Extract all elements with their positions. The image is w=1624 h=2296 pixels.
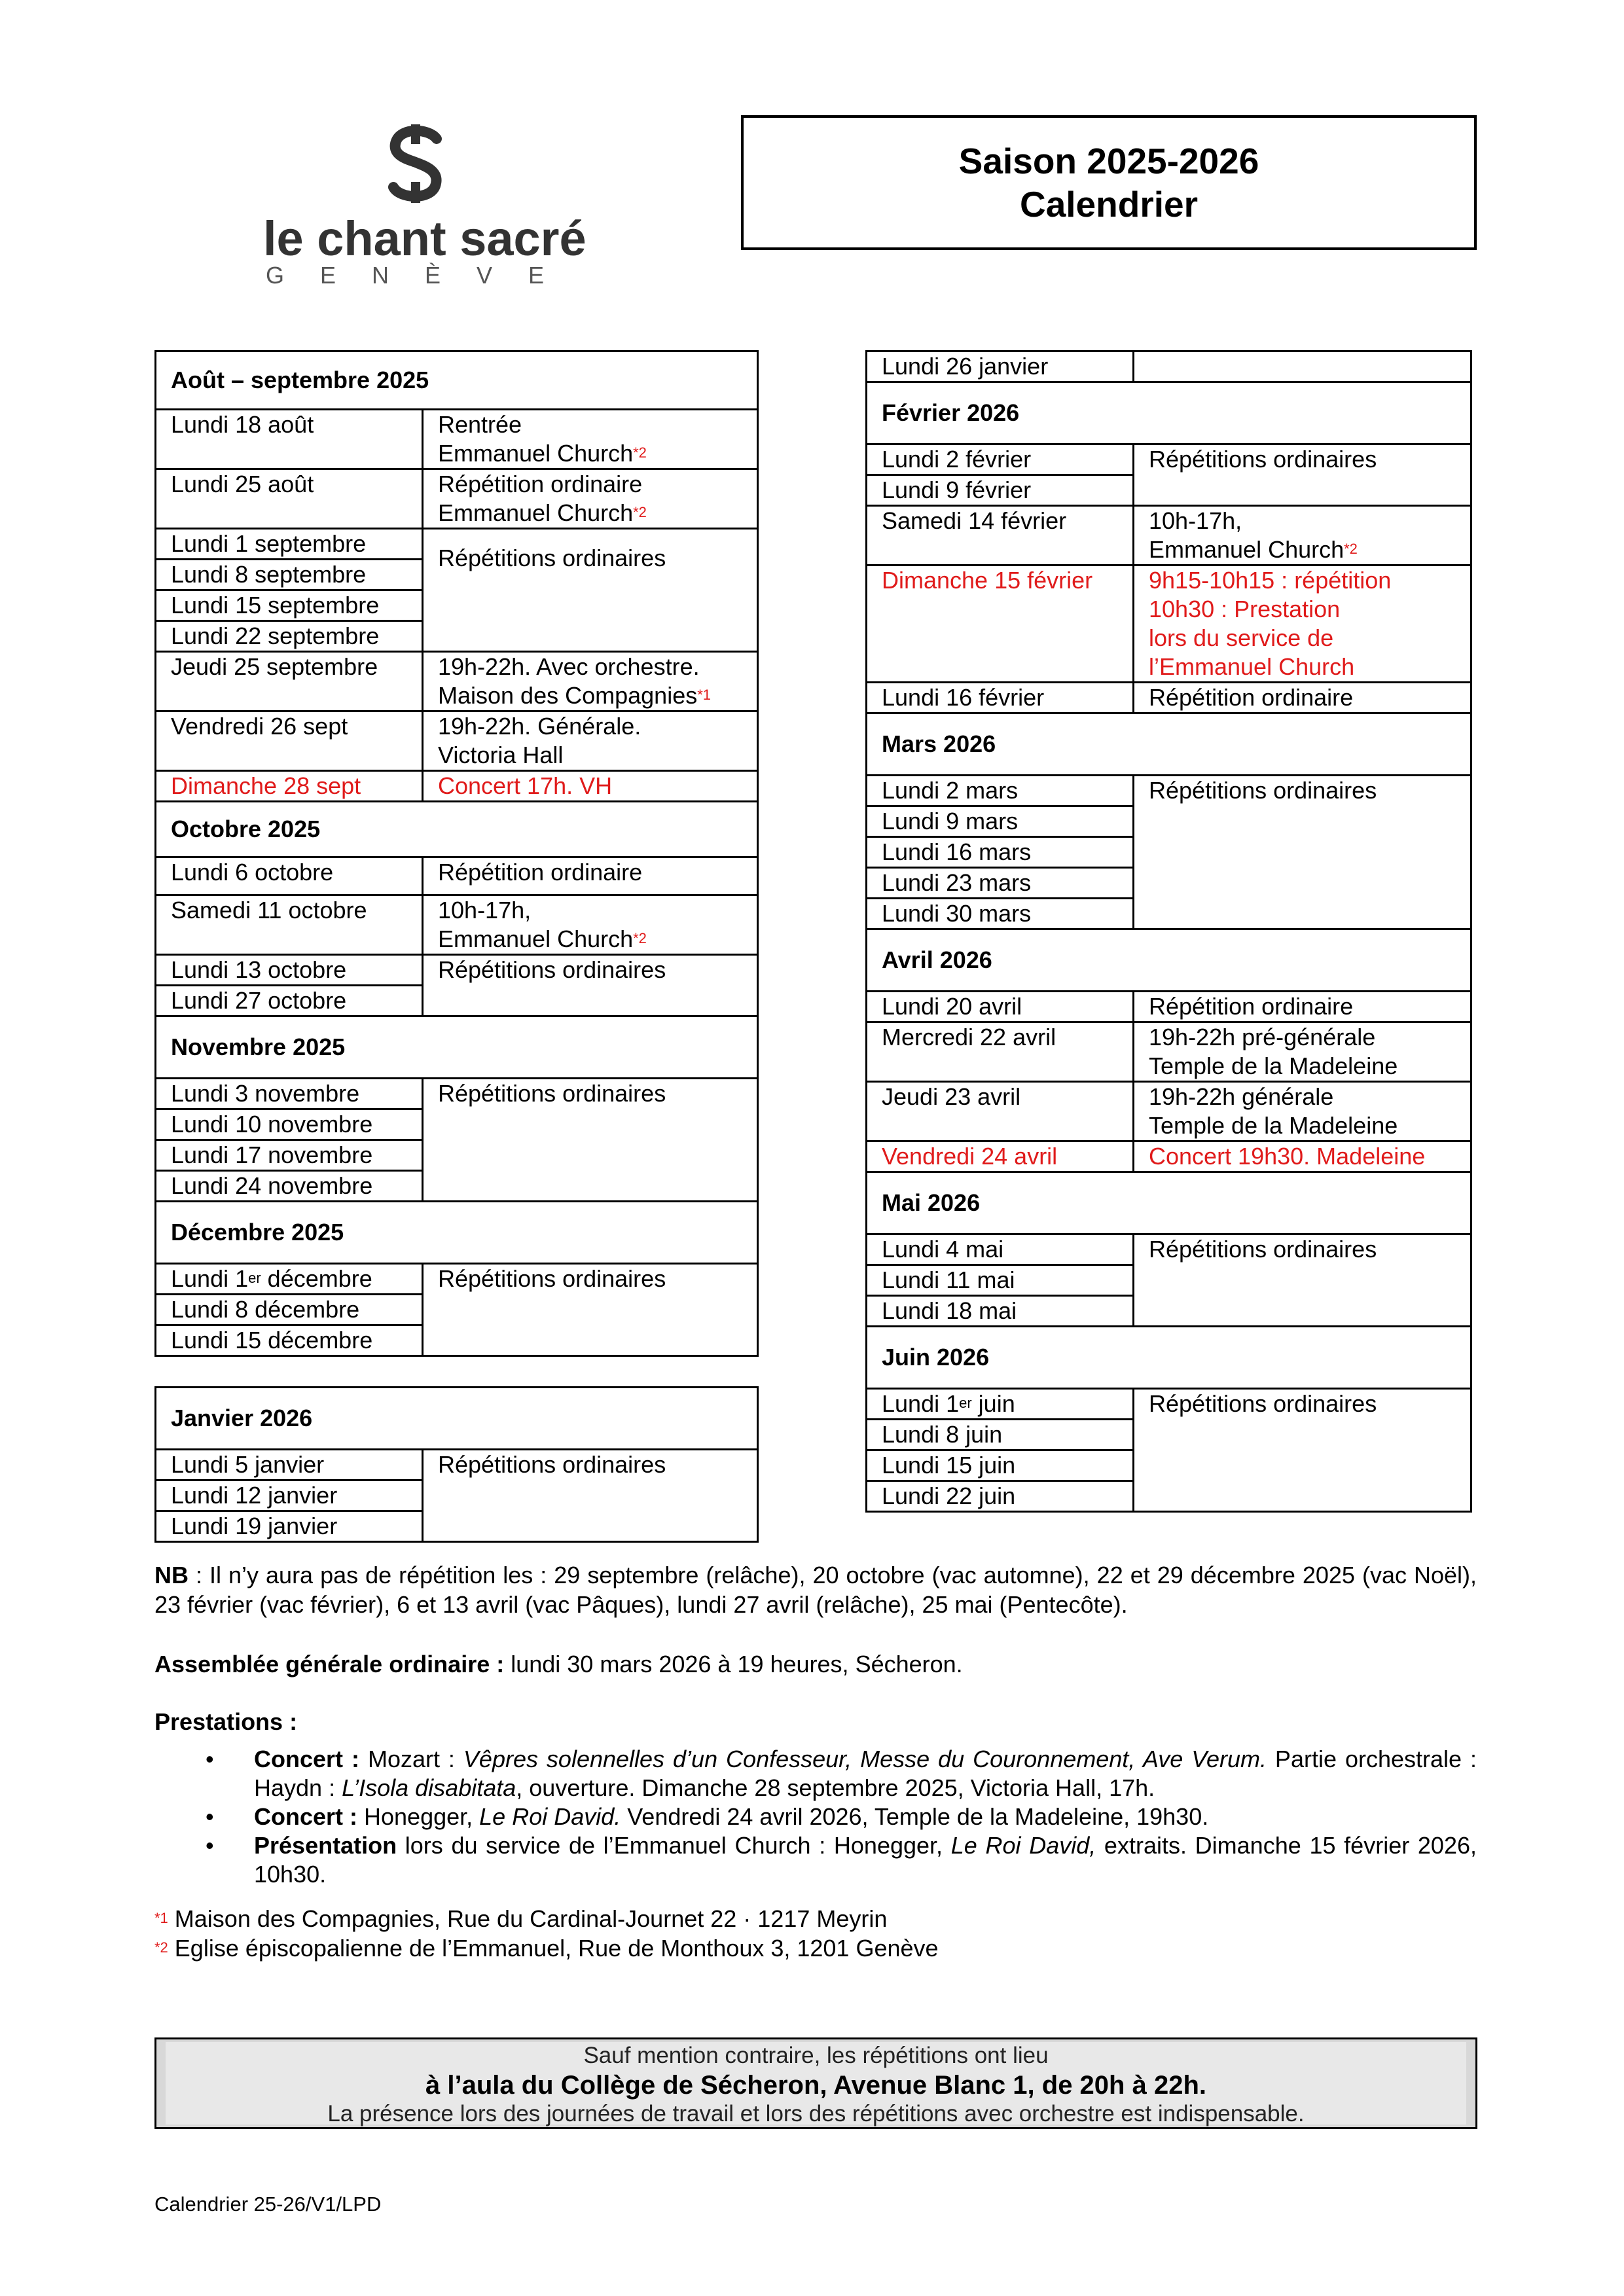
date-cell: Lundi 1 septembre bbox=[156, 529, 423, 560]
month-row bbox=[156, 1388, 758, 1450]
list-item: • Présentation lors du service de l’Emmanuel Church : Honegger, Le Roi David, extraits. Dimanche 15 février 2026, 10h30. bbox=[206, 1832, 1477, 1888]
activity-cell: Rentrée Emmanuel Church$^{*2}$ bbox=[423, 410, 758, 469]
table-row bbox=[867, 1022, 1471, 1082]
logo-s-icon bbox=[383, 124, 448, 203]
month-header: Mars 2026 bbox=[867, 713, 1471, 776]
date-cell: Samedi 14 février bbox=[867, 506, 1134, 565]
activity-cell: Répétition ordinaire bbox=[1134, 683, 1471, 713]
date-cell: Dimanche 28 sept bbox=[156, 771, 423, 802]
month-row bbox=[867, 713, 1471, 776]
table-row bbox=[867, 444, 1471, 475]
activity-cell bbox=[1134, 351, 1471, 382]
date-cell: Lundi 6 octobre bbox=[156, 857, 423, 895]
month-header: Novembre 2025 bbox=[156, 1016, 758, 1079]
date-cell: Lundi 25 août bbox=[156, 469, 423, 529]
prestations-heading: Prestations : bbox=[154, 1708, 298, 1735]
table-row bbox=[156, 711, 758, 771]
date-cell: Lundi 12 janvier bbox=[156, 1480, 423, 1511]
table-row bbox=[156, 1079, 758, 1109]
date-cell: Vendredi 24 avril bbox=[867, 1141, 1134, 1172]
date-cell: Lundi 30 mars bbox=[867, 899, 1134, 929]
date-cell: Lundi 9 mars bbox=[867, 806, 1134, 837]
month-header: Décembre 2025 bbox=[156, 1202, 758, 1264]
table-row bbox=[867, 351, 1471, 382]
month-row bbox=[156, 351, 758, 410]
activity-cell: Répétitions ordinaires bbox=[1134, 776, 1471, 929]
list-item: • Concert : Honegger, Le Roi David. Vendredi 24 avril 2026, Temple de la Madeleine, 19h30. bbox=[206, 1803, 1209, 1830]
activity-cell: 19h-22h. Avec orchestre. Maison des Compagnies$^{*1}$ bbox=[423, 652, 758, 711]
date-cell: Lundi 8 juin bbox=[867, 1420, 1134, 1450]
date-cell: Samedi 11 octobre bbox=[156, 895, 423, 955]
date-cell: Lundi 10 novembre bbox=[156, 1109, 423, 1140]
month-row bbox=[156, 802, 758, 857]
prestations-list bbox=[154, 1745, 1477, 1889]
logo-city: GENÈVE bbox=[266, 262, 581, 289]
activity-cell: Concert 17h. VH bbox=[423, 771, 758, 802]
bullet-icon: • bbox=[206, 1803, 214, 1830]
date-cell: Lundi 16 février bbox=[867, 683, 1134, 713]
table-row bbox=[867, 1234, 1471, 1265]
table-row bbox=[156, 652, 758, 711]
date-cell: Lundi 18 août bbox=[156, 410, 423, 469]
activity-cell: 9h15-10h15 : répétition 10h30 : Prestation lors du service de l’Emmanuel Church bbox=[1134, 565, 1471, 683]
activity-cell: Répétition ordinaire Emmanuel Church$^{*2}$ bbox=[423, 469, 758, 529]
date-cell: Lundi 17 novembre bbox=[156, 1140, 423, 1171]
date-cell: Lundi 8 septembre bbox=[156, 560, 423, 590]
month-row bbox=[867, 1327, 1471, 1389]
date-cell: Lundi 15 septembre bbox=[156, 590, 423, 621]
footnote-2: $^{*2}$ Eglise épiscopalienne de l’Emmanuel, Rue de Monthoux 3, 1201 Genève bbox=[154, 1935, 939, 1962]
table-row bbox=[867, 776, 1471, 806]
activity-cell: Répétitions ordinaires bbox=[423, 529, 758, 652]
date-cell: Lundi 27 octobre bbox=[156, 986, 423, 1016]
month-row bbox=[867, 929, 1471, 992]
date-cell: Lundi 2 mars bbox=[867, 776, 1134, 806]
month-row bbox=[156, 1202, 758, 1264]
activity-cell: Répétitions ordinaires bbox=[1134, 444, 1471, 506]
date-cell: Lundi 5 janvier bbox=[156, 1450, 423, 1480]
date-cell: Lundi 1er décembre bbox=[156, 1264, 423, 1295]
date-cell: Jeudi 23 avril bbox=[867, 1082, 1134, 1141]
month-header: Mai 2026 bbox=[867, 1172, 1471, 1234]
month-row bbox=[867, 382, 1471, 444]
activity-cell: Répétitions ordinaires bbox=[423, 1264, 758, 1356]
table-row bbox=[867, 1141, 1471, 1172]
month-row bbox=[867, 1172, 1471, 1234]
table-row bbox=[156, 771, 758, 802]
date-cell: Lundi 4 mai bbox=[867, 1234, 1134, 1265]
title-box bbox=[741, 115, 1477, 250]
calendar-table-january bbox=[154, 1386, 759, 1543]
date-cell: Lundi 26 janvier bbox=[867, 351, 1134, 382]
activity-cell: Répétition ordinaire bbox=[423, 857, 758, 895]
month-row bbox=[156, 1016, 758, 1079]
activity-cell: Répétitions ordinaires bbox=[1134, 1234, 1471, 1327]
date-cell: Lundi 1er juin bbox=[867, 1389, 1134, 1420]
month-header: Juin 2026 bbox=[867, 1327, 1471, 1389]
date-cell: Lundi 16 mars bbox=[867, 837, 1134, 868]
month-header: Janvier 2026 bbox=[156, 1388, 758, 1450]
table-row bbox=[156, 955, 758, 986]
location-info-box bbox=[154, 2037, 1477, 2129]
date-cell: Lundi 23 mars bbox=[867, 868, 1134, 899]
table-row bbox=[156, 1264, 758, 1295]
title-calendar: Calendrier bbox=[1019, 184, 1199, 224]
date-cell: Lundi 22 juin bbox=[867, 1481, 1134, 1512]
general-assembly-note: Assemblée générale ordinaire : lundi 30 mars 2026 à 19 heures, Sécheron. bbox=[154, 1651, 963, 1677]
month-header: Février 2026 bbox=[867, 382, 1471, 444]
footnote-1: $^{*1}$ Maison des Compagnies, Rue du Cardinal-Journet 22 · 1217 Meyrin bbox=[154, 1905, 888, 1932]
date-cell: Lundi 2 février bbox=[867, 444, 1134, 475]
title-season: Saison 2025-2026 bbox=[958, 141, 1259, 181]
calendar-table-left bbox=[154, 350, 759, 1357]
activity-cell: 10h-17h, Emmanuel Church$^{*2}$ bbox=[423, 895, 758, 955]
activity-cell: Répétitions ordinaires bbox=[1134, 1389, 1471, 1512]
table-row bbox=[867, 1389, 1471, 1420]
activity-cell: Concert 19h30. Madeleine bbox=[1134, 1141, 1471, 1172]
activity-cell: 19h-22h. Générale. Victoria Hall bbox=[423, 711, 758, 771]
table-row bbox=[156, 469, 758, 529]
table-row bbox=[156, 410, 758, 469]
table-row bbox=[156, 529, 758, 560]
date-cell: Lundi 8 décembre bbox=[156, 1295, 423, 1325]
date-cell: Lundi 11 mai bbox=[867, 1265, 1134, 1296]
nb-note: NB : Il n’y aura pas de répétition les : 29 septembre (relâche), 20 octobre (vac automne), 22 et 29 décembre 2025 (vac Noël), 23 février (vac février), 6 et 13 avril (vac Pâques), lundi 27 avril (relâche), 25 mai (Pentecôte). bbox=[154, 1562, 1477, 1618]
activity-cell: 10h-17h, Emmanuel Church$^{*2}$ bbox=[1134, 506, 1471, 565]
bullet-icon: • bbox=[206, 1832, 214, 1859]
date-cell: Lundi 13 octobre bbox=[156, 955, 423, 986]
table-row bbox=[156, 895, 758, 955]
activity-cell: Répétitions ordinaires bbox=[423, 1079, 758, 1202]
list-item: • Concert : Mozart : Vêpres solennelles d’un Confesseur, Messe du Couronnement, Ave Verum. Partie orchestrale : Haydn : L’Isola disabitata, ouverture. Dimanche 28 septembre 2025, Victoria Hall, 17h. bbox=[206, 1746, 1477, 1801]
date-cell: Lundi 19 janvier bbox=[156, 1511, 423, 1542]
date-cell: Lundi 9 février bbox=[867, 475, 1134, 506]
date-cell: Lundi 15 décembre bbox=[156, 1325, 423, 1356]
table-row bbox=[156, 857, 758, 895]
info-line-1: Sauf mention contraire, les répétitions ont lieu bbox=[583, 2043, 1049, 2068]
activity-cell: Répétitions ordinaires bbox=[423, 1450, 758, 1542]
table-row bbox=[867, 506, 1471, 565]
table-row bbox=[867, 992, 1471, 1022]
activity-cell: Répétitions ordinaires bbox=[423, 955, 758, 1016]
bullet-icon: • bbox=[206, 1746, 214, 1772]
date-cell: Lundi 18 mai bbox=[867, 1296, 1134, 1327]
date-cell: Dimanche 15 février bbox=[867, 565, 1134, 683]
date-cell: Mercredi 22 avril bbox=[867, 1022, 1134, 1082]
month-header: Octobre 2025 bbox=[156, 802, 758, 857]
logo-text: le chant sacré bbox=[263, 211, 586, 266]
date-cell: Lundi 22 septembre bbox=[156, 621, 423, 652]
table-row bbox=[867, 1082, 1471, 1141]
table-row bbox=[867, 565, 1471, 683]
calendar-table-right bbox=[865, 350, 1472, 1513]
date-cell: Lundi 20 avril bbox=[867, 992, 1134, 1022]
month-header: Avril 2026 bbox=[867, 929, 1471, 992]
info-line-3: La présence lors des journées de travail et lors des répétitions avec orchestre est indispensable. bbox=[327, 2101, 1305, 2126]
date-cell: Jeudi 25 septembre bbox=[156, 652, 423, 711]
table-row bbox=[156, 1450, 758, 1480]
activity-cell: Répétition ordinaire bbox=[1134, 992, 1471, 1022]
date-cell: Lundi 3 novembre bbox=[156, 1079, 423, 1109]
table-row bbox=[867, 683, 1471, 713]
date-cell: Lundi 15 juin bbox=[867, 1450, 1134, 1481]
activity-cell: 19h-22h pré-générale Temple de la Madeleine bbox=[1134, 1022, 1471, 1082]
activity-cell: 19h-22h générale Temple de la Madeleine bbox=[1134, 1082, 1471, 1141]
date-cell: Vendredi 26 sept bbox=[156, 711, 423, 771]
date-cell: Lundi 24 novembre bbox=[156, 1171, 423, 1202]
month-header: Août – septembre 2025 bbox=[156, 351, 758, 410]
info-line-2: à l’aula du Collège de Sécheron, Avenue Blanc 1, de 20h à 22h. bbox=[425, 2071, 1206, 2100]
footer-reference: Calendrier 25-26/V1/LPD bbox=[154, 2193, 382, 2215]
